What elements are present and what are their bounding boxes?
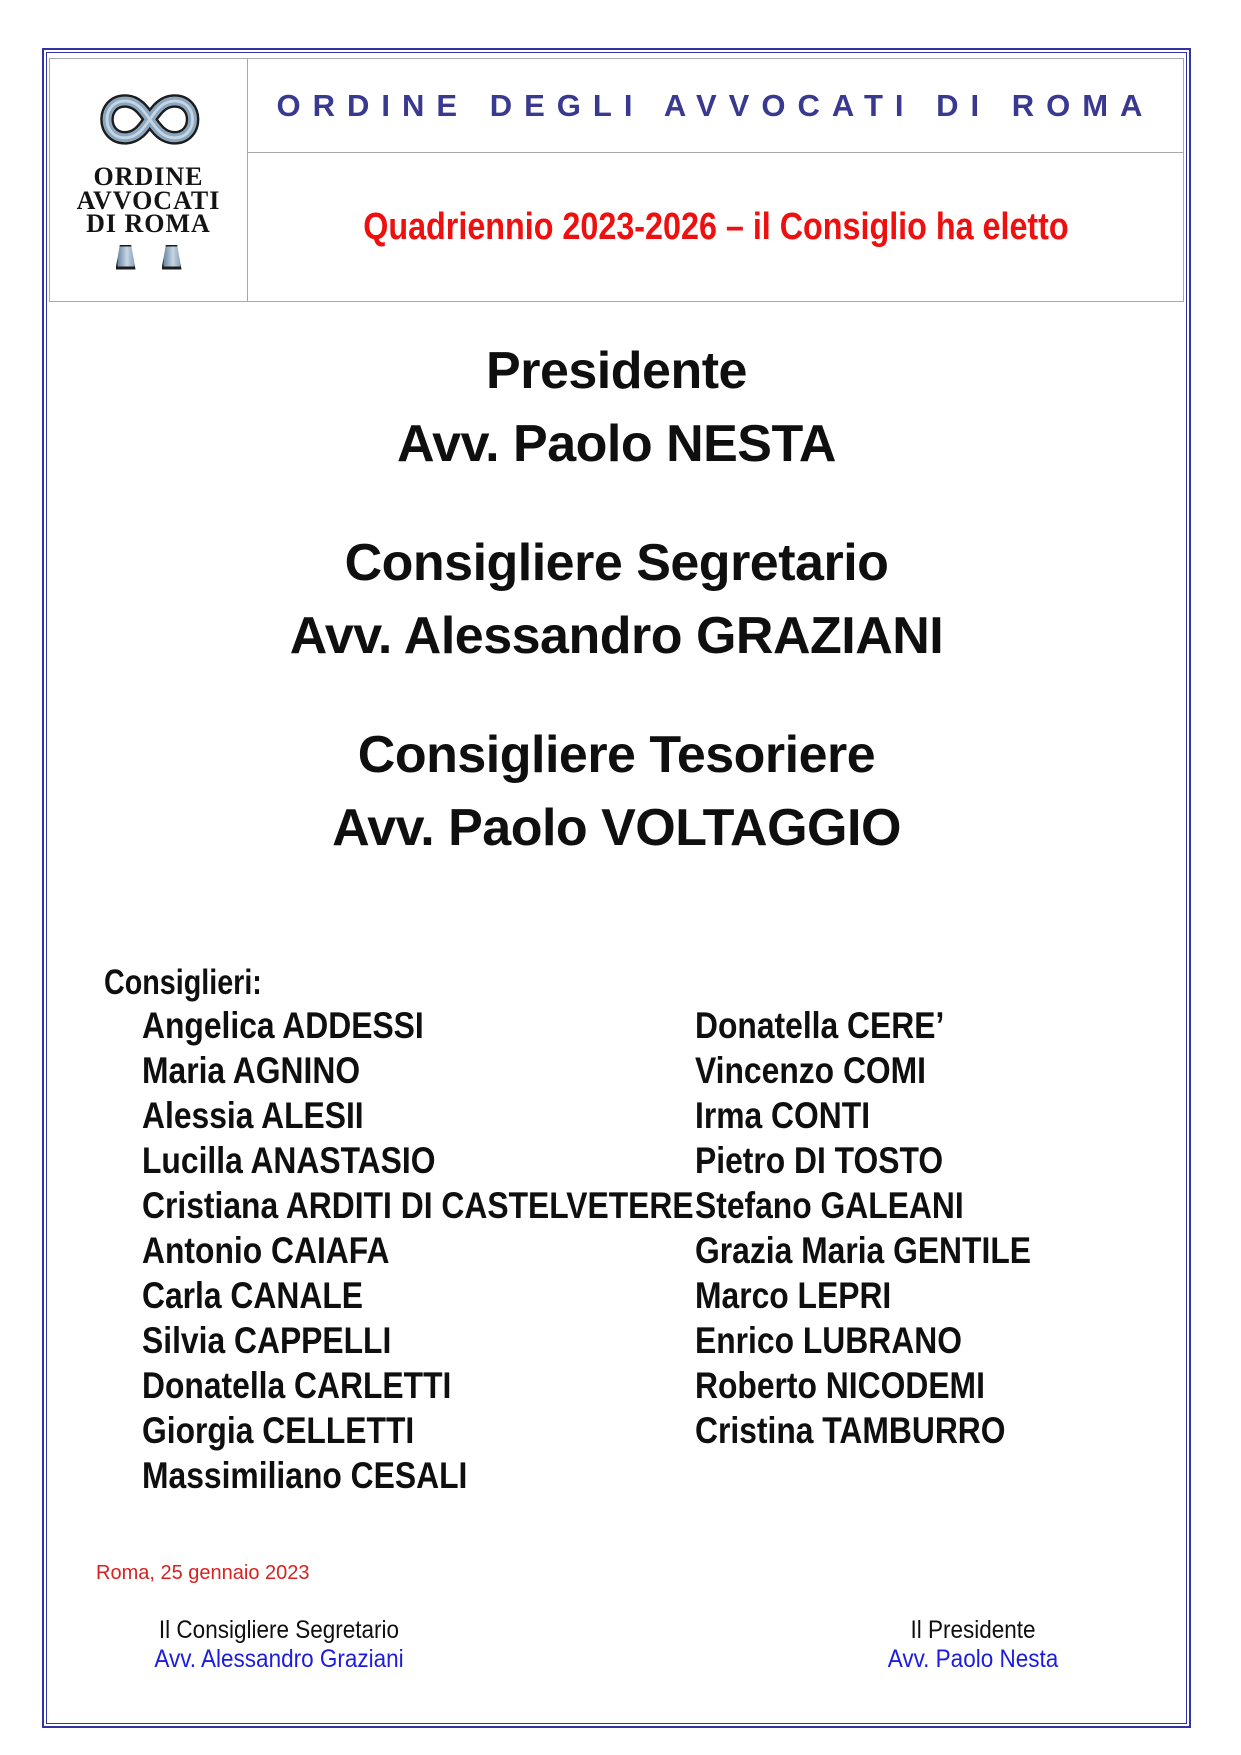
document-body <box>44 302 1189 1686</box>
header-right <box>248 59 1183 301</box>
signature-secretary <box>154 1616 403 1674</box>
signature-title: Il Consigliere Segretario <box>158 1616 400 1644</box>
councillor-name: Cristina TAMBURRO <box>695 1410 1006 1451</box>
councillors-column-left <box>142 1003 695 1498</box>
pillar-icon <box>162 245 182 270</box>
office-holder: Avv. Paolo NESTA <box>397 415 836 473</box>
election-subtitle: Quadriennio 2023-2026 – il Consiglio ha eletto <box>362 205 1069 248</box>
councillors-column-right <box>695 1003 1189 1498</box>
councillor-name: Carla CANALE <box>142 1275 364 1316</box>
councillors-list <box>44 1003 1189 1498</box>
logo-line-2: AVVOCATI <box>76 185 221 215</box>
organization-title: ORDINE DEGLI AVVOCATI DI ROMA <box>276 87 1155 123</box>
savoy-knot-icon <box>93 85 205 165</box>
logo-line-1: ORDINE <box>93 162 204 191</box>
subtitle-cell <box>248 153 1183 301</box>
signature-title: Il Presidente <box>910 1616 1036 1644</box>
councillor-name: Stefano GALEANI <box>695 1185 964 1226</box>
councillor-name: Antonio CAIAFA <box>142 1230 390 1271</box>
councillor-name: Alessia ALESII <box>142 1095 364 1136</box>
office-holder: Avv. Paolo VOLTAGGIO <box>332 799 901 857</box>
signature-row <box>44 1616 1189 1686</box>
councillor-name: Marco LEPRI <box>695 1275 892 1316</box>
office-president <box>44 335 1189 481</box>
councillor-name: Irma CONTI <box>695 1095 871 1136</box>
office-role: Presidente <box>486 342 747 400</box>
office-role: Consigliere Segretario <box>344 534 889 592</box>
logo-line-3: DI ROMA <box>86 209 211 238</box>
councillor-name: Maria AGNINO <box>142 1050 361 1091</box>
header <box>49 58 1184 302</box>
councillor-name: Giorgia CELLETTI <box>142 1410 415 1451</box>
councillor-name: Angelica ADDESSI <box>142 1005 424 1046</box>
logo-pillars-icon <box>116 245 182 270</box>
date-place-line: Roma, 25 gennaio 2023 <box>96 1562 310 1584</box>
signature-name: Avv. Paolo Nesta <box>887 1645 1059 1673</box>
logo-wordmark <box>76 162 221 238</box>
councillor-name: Pietro DI TOSTO <box>695 1140 944 1181</box>
councillor-name: Donatella CARLETTI <box>142 1365 452 1406</box>
councillor-name: Lucilla ANASTASIO <box>142 1140 436 1181</box>
signature-name: Avv. Alessandro Graziani <box>154 1645 404 1673</box>
councillors-label: Consiglieri: <box>104 963 262 1002</box>
office-holder: Avv. Alessandro GRAZIANI <box>289 607 944 665</box>
title-cell <box>248 59 1183 153</box>
pillar-icon <box>116 245 136 270</box>
councillor-name: Vincenzo COMI <box>695 1050 927 1091</box>
office-secretary <box>44 527 1189 673</box>
councillor-name: Enrico LUBRANO <box>695 1320 962 1361</box>
office-role: Consigliere Tesoriere <box>357 726 876 784</box>
page-border-frame <box>42 48 1191 1728</box>
councillor-name: Cristiana ARDITI DI CASTELVETERE <box>142 1185 694 1226</box>
office-treasurer <box>44 719 1189 865</box>
councillor-name: Donatella CERE’ <box>695 1005 945 1046</box>
councillor-name: Roberto NICODEMI <box>695 1365 985 1406</box>
logo-cell <box>50 59 248 301</box>
councillor-name: Grazia Maria GENTILE <box>695 1230 1031 1271</box>
councillor-name: Silvia CAPPELLI <box>142 1320 392 1361</box>
signature-president <box>888 1616 1059 1674</box>
councillor-name: Massimiliano CESALI <box>142 1455 468 1496</box>
